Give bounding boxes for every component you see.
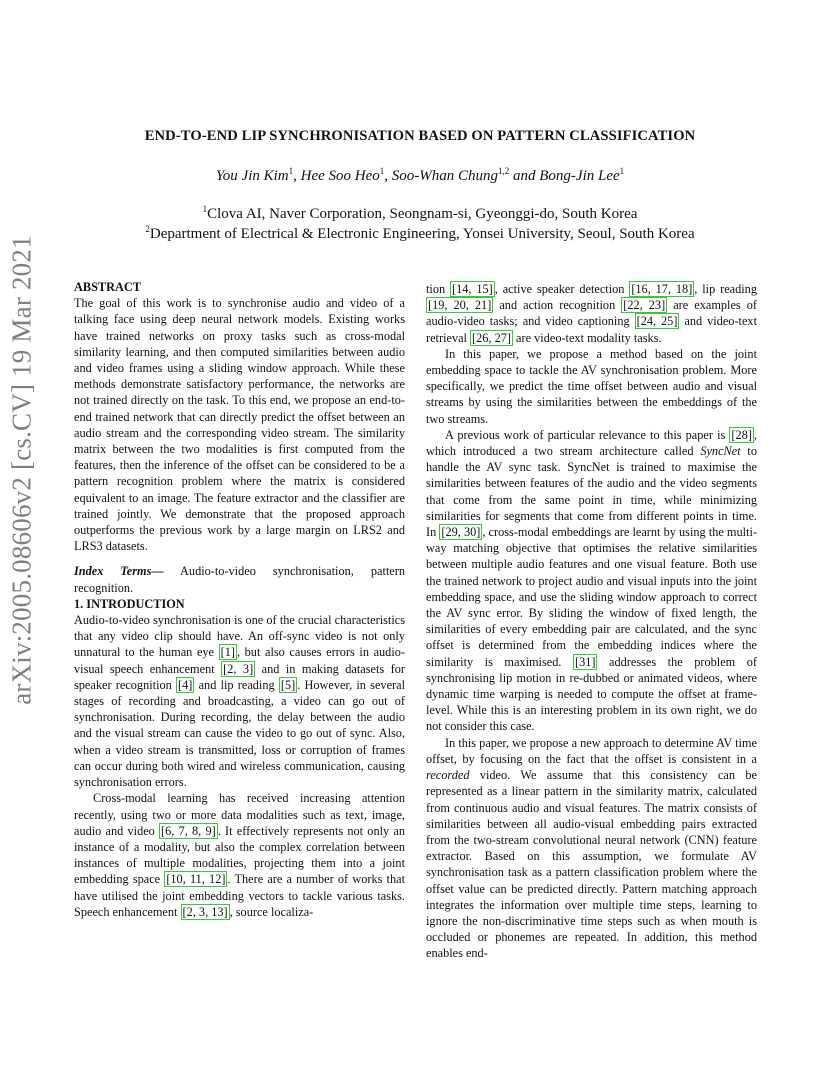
intro-heading: 1. INTRODUCTION	[74, 596, 185, 611]
author-list: You Jin Kim$^1$, Hee Soo Heo$^1$, Soo-Whan Chung$^{1,2}$ and Bong-Jin Lee$^1$	[215, 166, 625, 184]
author-name: Hee Soo Heo	[300, 168, 380, 184]
author-name: Soo-Whan Chung	[391, 168, 499, 184]
citation-link[interactable]: [22, 23]	[623, 298, 666, 313]
right-paragraph-3: A previous work of particular relevance to this paper is [28] , which introduced a two stream architecture called SyncNet to handle the AV sync task. SyncNet is trained to maximise the similarities between features of the audio and the video segments that come from the same point in time, while minimizing similarities for segments that come from different points in time. In [29, 30] , cross-modal embeddings are learnt by using the multi-way matching objective that optimises the relative similarities between multiple audio features and one visual feature. Both use the trained network to project audio and visual inputs into the joint embedding space, and use the sliding window approach to correct the AV sync error. By sliding the window of fixed length, the similarities of every embedding pair are calculated, and the sync offset is determined from the embedding indices where the similarity is maximised. [31] addresses the problem of synchronising lip motion in re-dubbed or animated videos, where dynamic time warping is needed to compute the offset at frame-level. While this is an interesting problem in its own right, we do not consider this case.	[426, 427, 757, 734]
affiliation-1: $^1$Clova AI, Naver Corporation, Seongnam-si, Gyeonggi-do, South Korea	[202, 204, 638, 222]
right-paragraph-1: tion [14, 15] , active speaker detection [16, 17, 18] , lip reading [19, 20, 21] and action recognition [22, 23] are examples of audio-video tasks; and video captioning [24, 25] and video-text retrieval [26, 27] are video-text modality tasks.	[426, 282, 757, 345]
citation-link[interactable]: [19, 20, 21]	[428, 298, 492, 313]
citation-link[interactable]: [4]	[178, 677, 193, 692]
affiliation-2: $^2$Department of Electrical & Electronic Engineering, Yonsei University, Seoul, South Korea	[145, 224, 695, 242]
citation-link[interactable]: [2, 3, 13]	[182, 904, 228, 919]
emphasis-text: recorded	[426, 768, 470, 783]
abstract-heading: ABSTRACT	[74, 280, 141, 294]
citation-link[interactable]: [2, 3]	[223, 661, 254, 676]
citation-link[interactable]: [28]	[731, 427, 752, 442]
author-name: You Jin Kim	[215, 168, 289, 184]
citation-link[interactable]: [26, 27]	[472, 330, 511, 345]
paper-page: arXiv:2005.08606v2 [cs.CV] 19 Mar 2021 END-TO-END LIP SYNCHRONISATION BASED ON PATTERN CLASSIFICATION You Jin Kim$^1$, Hee Soo Heo$^1$, Soo-Whan Chung$^{1,2}$ and Bong-Jin Lee$^1$ $^1$Clova AI, Naver Corporation, Seongnam-si, Gyeonggi-do, South Korea $^2$Department of Electrical & Electronic Engineering, Yonsei University, Seoul, South Korea ABSTRACT The goal of this work is to synchronise audio and video of a talking face using deep neural network models. Existing works have trained networks on proxy tasks such as cross-modal similarity learning, and then computed similarities between audio and video frames using a sliding window approach. While these methods demonstrate satisfactory performance, the networks are not trained directly on the task. To this end, we propose an end-to-end trained network that can directly predict the offset between an audio stream and the corresponding video stream. The similarity matrix between the two modalities is first computed from the features, then the inference of the offset can be considered to be a pattern recognition problem where the matrix is considered equivalent to an image. The feature extractor and the classifier are trained jointly. We demonstrate that the proposed approach outperforms the previous work by a large margin on LRS2 and LRS3 datasets. Index Terms— Audio-to-video synchronisation, pattern recognition. 1. INTRODUCTION Audio-to-video synchronisation is one of the crucial characteristics that any video clip should have. An off-sync video is not only unnatural to the human eye [1] , but also causes errors in audio-visual speech enhancement [2, 3] and in making datasets for speaker recognition [4] and lip reading [5] . However, in several stages of recording and broadcasting, a video can go out of synchronisation. During recording, the delay between the audio and the visual stream can cause the video to go out of sync. Also, when a video stream is transmitted, loss or corruption of frames can occur during both wired and wireless communication, causing synchronisation errors. Cross-modal learning has received increasing attention recently, using two or more data modalities such as text, image, audio and video [6, 7, 8, 9] . It effectively represents not only an instance of a modality, but also the complex correlation between instances of multiple modalities, projecting them into a joint embedding space [10, 11, 12] . There are a number of works that have utilised the joint embedding vectors to tackle various tasks. Speech enhancement [2, 3, 13] , source localiza- tion [14, 15] , active speaker detection [16, 17, 18] , lip reading [19, 20, 21] and action recognition [22, 23] are examples of audio-video tasks; and video captioning [24, 25] and video-text retrieval [26, 27] are video-text modality tasks. In this paper, we propose a method based on the joint embedding space to tackle the AV synchronisation problem. More specifically, we predict the time offset between audio and visual streams by using the similarities between the embeddings of the two streams. A previous work of particular relevance to this paper is [28] , which introduced a two stream architecture called SyncNet to handle the AV sync task. SyncNet is trained to maximise the similarities between features of the audio and the video segments that come from the same point in time, while minimizing similarities for segments that come from different points in time. In [29, 30] , cross-modal embeddings are learnt by using the multi-way matching objective that optimises the relative similarities between multiple audio features and one visual feature. Both use the trained network to project audio and visual inputs into the joint embedding space, and use the sliding window approach to correct the AV sync error. By sliding the window of fixed length, the similarities of every embedding pair are calculated, and the sync offset is determined from the embedding indices where the similarity is maximised. [31] addresses the problem of synchronising lip motion in re-dubbed or animated videos, where dynamic time warping is needed to compute the offset at frame-level. While this is an interesting problem in its own right, we do not consider this case. In this paper, we propose a new approach to determine AV time offset, by focusing on the fact that the offset is consistent in a recorded video. We assume that this consistency can be represented as a linear pattern in the similarity matrix, calculated from continuous audio and visual features. The matrix consists of similarities between all audio-visual embedding pairs extracted from the two-stream convolutional neural network (CNN) feature extractor. Based on this assumption, we formulate AV synchronisation task as a pattern classification problem where the offset value can be predicted directly. Pattern matching approach integrates the information over multiple time steps, learning to ignore the non-discriminative time steps such as when mouth is occluded or phonemes are repeated. In addition, this method enables end-	[0, 0, 828, 1072]
right-paragraph-2: In this paper, we propose a method based on the joint embedding space to tackle the AV synchronisation problem. More specifically, we predict the time offset between audio and visual streams by using the similarities between the embeddings of the two streams.	[426, 346, 757, 426]
index-terms: Index Terms— Audio-to-video synchronisation, pattern recognition.	[74, 564, 405, 595]
citation-link[interactable]: [31]	[574, 654, 596, 669]
citation-link[interactable]: [16, 17, 18]	[631, 282, 693, 296]
citation-link[interactable]: [29, 30]	[441, 525, 481, 540]
paper-title: END-TO-END LIP SYNCHRONISATION BASED ON PATTERN CLASSIFICATION	[144, 128, 696, 144]
citation-link[interactable]: [24, 25]	[636, 314, 678, 329]
intro-paragraph-2: Cross-modal learning has received increasing attention recently, using two or more data modalities such as text, image, audio and video [6, 7, 8, 9] . It effectively represents not only an instance of a modality, but also the complex correlation between instances of multiple modalities, projecting them into a joint embedding space [10, 11, 12] . There are a number of works that have utilised the joint embedding vectors to tackle various tasks. Speech enhancement [2, 3, 13] , source localiza-	[74, 791, 405, 919]
abstract-text: The goal of this work is to synchronise audio and video of a talking face using deep neural network models. Existing works have trained networks on proxy tasks such as cross-modal similarity learning, and then computed similarities between audio and video frames using a sliding window approach. While these methods demonstrate satisfactory performance, the networks are not trained directly on the task. To this end, we propose an end-to-end trained network that can directly predict the offset between an audio stream and the corresponding video stream. The similarity matrix between the two modalities is first computed from the features, then the inference of the offset can be considered to be a pattern recognition problem where the matrix is considered equivalent to an image. The feature extractor and the classifier are trained jointly. We demonstrate that the proposed approach outperforms the previous work by a large margin on LRS2 and LRS3 datasets.	[74, 296, 405, 554]
citation-link[interactable]: [10, 11, 12]	[166, 872, 226, 887]
right-paragraph-4: In this paper, we propose a new approach to determine AV time offset, by focusing on the fact that the offset is consistent in a recorded video. We assume that this consistency can be represented as a linear pattern in the similarity matrix, calculated from continuous audio and visual features. The matrix consists of similarities between all audio-visual embedding pairs extracted from the two-stream convolutional neural network (CNN) feature extractor. Based on this assumption, we formulate AV synchronisation task as a pattern classification problem where the offset value can be predicted directly. Pattern matching approach integrates the information over multiple time steps, learning to ignore the non-discriminative time steps such as when mouth is occluded or phonemes are repeated. In addition, this method enables end-	[426, 735, 757, 961]
citation-link[interactable]: [14, 15]	[452, 282, 493, 296]
citation-link[interactable]: [5]	[280, 677, 296, 692]
author-affiliation-mark: 1	[379, 166, 385, 176]
left-column	[74, 279, 405, 920]
citation-link[interactable]: [1]	[220, 645, 235, 660]
author-affiliation-mark: 1,2	[498, 166, 510, 176]
index-terms-label: Index Terms—	[74, 564, 164, 579]
right-column	[426, 281, 757, 962]
intro-paragraph-1: Audio-to-video synchronisation is one of the crucial characteristics that any video clip should have. An off-sync video is not only unnatural to the human eye [1] , but also causes errors in audio-visual speech enhancement [2, 3] and in making datasets for speaker recognition [4] and lip reading [5] . However, in several stages of recording and broadcasting, a video can go out of synchronisation. During recording, the delay between the audio and the visual stream can cause the video to go out of sync. Also, when a video stream is transmitted, loss or corruption of frames can occur during both wired and wireless communication, causing synchronisation errors.	[74, 613, 406, 790]
author-name: Bong-Jin Lee	[539, 168, 620, 184]
author-affiliation-mark: 1	[619, 166, 625, 176]
citation-link[interactable]: [6, 7, 8, 9]	[161, 823, 216, 838]
emphasis-text: SyncNet	[700, 444, 741, 459]
author-affiliation-mark: 1	[288, 166, 294, 176]
